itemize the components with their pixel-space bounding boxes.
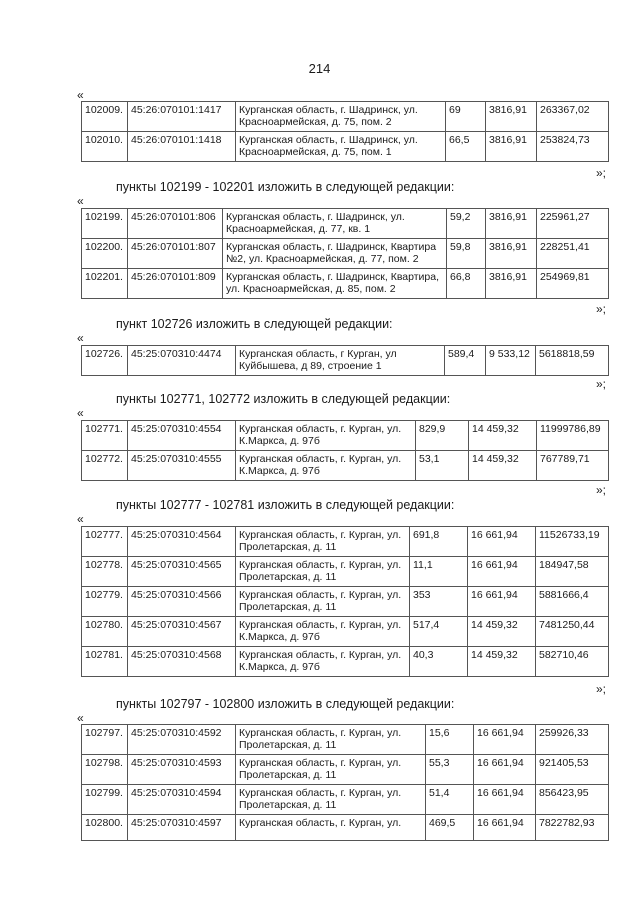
item-number: 102009. xyxy=(82,102,128,132)
rate: 16 661,94 xyxy=(468,557,536,587)
objects-table xyxy=(81,345,609,376)
objects-table xyxy=(81,101,609,162)
cadastral-value: 228251,41 xyxy=(537,239,609,269)
cadastral-value: 11999786,89 xyxy=(537,421,609,451)
section-heading: пункты 102777 - 102781 изложить в следующей редакции: xyxy=(116,498,455,512)
closing-quote: »; xyxy=(596,166,607,180)
rate: 14 459,32 xyxy=(469,421,537,451)
cadastral-value: 7481250,44 xyxy=(536,617,609,647)
rate: 3816,91 xyxy=(486,132,537,162)
item-number: 102778. xyxy=(82,557,128,587)
area: 829,9 xyxy=(416,421,469,451)
address: Курганская область, г. Шадринск, ул. Красноармейская, д. 75, пом. 1 xyxy=(236,132,446,162)
address: Курганская область, г. Шадринск, Квартира №2, ул. Красноармейская, д. 77, пом. 2 xyxy=(223,239,447,269)
table-row xyxy=(82,725,609,755)
rate: 16 661,94 xyxy=(468,527,536,557)
item-number: 102010. xyxy=(82,132,128,162)
address: Курганская область, г. Курган, ул. Пролетарская, д. 11 xyxy=(236,527,410,557)
area: 691,8 xyxy=(410,527,468,557)
item-number: 102797. xyxy=(82,725,128,755)
cadastral-value: 5618818,59 xyxy=(536,346,609,376)
rate: 3816,91 xyxy=(486,239,537,269)
address: Курганская область, г. Курган, ул. xyxy=(236,815,426,841)
address: Курганская область, г. Курган, ул. К.Маркса, д. 97б xyxy=(236,451,416,481)
section-heading: пункт 102726 изложить в следующей редакции: xyxy=(116,317,393,331)
table-row xyxy=(82,239,609,269)
address: Курганская область, г. Шадринск, ул. Красноармейская, д. 75, пом. 2 xyxy=(236,102,446,132)
cadastral-value: 225961,27 xyxy=(537,209,609,239)
table-row xyxy=(82,815,609,841)
section-heading: пункты 102199 - 102201 изложить в следующей редакции: xyxy=(116,180,455,194)
item-number: 102726. xyxy=(82,346,128,376)
closing-quote: »; xyxy=(596,483,607,497)
table-row xyxy=(82,647,609,677)
rate: 3816,91 xyxy=(486,269,537,299)
cadastral-value: 259926,33 xyxy=(536,725,609,755)
cadastral-number: 45:26:070101:809 xyxy=(128,269,223,299)
area: 517,4 xyxy=(410,617,468,647)
cadastral-number: 45:25:070310:4592 xyxy=(128,725,236,755)
opening-quote: « xyxy=(77,88,84,102)
table-row xyxy=(82,755,609,785)
table-row xyxy=(82,102,609,132)
closing-quote: »; xyxy=(596,302,607,316)
item-number: 102771. xyxy=(82,421,128,451)
item-number: 102200. xyxy=(82,239,128,269)
item-number: 102777. xyxy=(82,527,128,557)
opening-quote: « xyxy=(77,711,84,725)
area: 59,2 xyxy=(447,209,486,239)
address: Курганская область, г. Курган, ул. К.Маркса, д. 97б xyxy=(236,421,416,451)
item-number: 102772. xyxy=(82,451,128,481)
cadastral-number: 45:25:070310:4568 xyxy=(128,647,236,677)
item-number: 102800. xyxy=(82,815,128,841)
area: 66,5 xyxy=(446,132,486,162)
rate: 9 533,12 xyxy=(486,346,536,376)
area: 59,8 xyxy=(447,239,486,269)
cadastral-number: 45:26:070101:1418 xyxy=(128,132,236,162)
cadastral-number: 45:26:070101:807 xyxy=(128,239,223,269)
item-number: 102798. xyxy=(82,755,128,785)
cadastral-number: 45:25:070310:4594 xyxy=(128,785,236,815)
address: Курганская область, г Курган, ул Куйбышева, д 89, строение 1 xyxy=(236,346,445,376)
closing-quote: »; xyxy=(596,377,607,391)
cadastral-value: 582710,46 xyxy=(536,647,609,677)
address: Курганская область, г. Курган, ул. Пролетарская, д. 11 xyxy=(236,755,426,785)
rate: 16 661,94 xyxy=(468,587,536,617)
rate: 16 661,94 xyxy=(474,815,536,841)
table-row xyxy=(82,527,609,557)
rate: 16 661,94 xyxy=(474,725,536,755)
cadastral-number: 45:25:070310:4554 xyxy=(128,421,236,451)
objects-table xyxy=(81,420,609,481)
section-heading: пункты 102797 - 102800 изложить в следующей редакции: xyxy=(116,697,455,711)
table-row xyxy=(82,587,609,617)
item-number: 102779. xyxy=(82,587,128,617)
table-row xyxy=(82,557,609,587)
item-number: 102199. xyxy=(82,209,128,239)
address: Курганская область, г. Курган, ул. Пролетарская, д. 11 xyxy=(236,785,426,815)
rate: 14 459,32 xyxy=(469,451,537,481)
cadastral-value: 921405,53 xyxy=(536,755,609,785)
address: Курганская область, г. Курган, ул. К.Маркса, д. 97б xyxy=(236,647,410,677)
table-row xyxy=(82,617,609,647)
area: 51,4 xyxy=(426,785,474,815)
rate: 14 459,32 xyxy=(468,647,536,677)
area: 69 xyxy=(446,102,486,132)
cadastral-value: 856423,95 xyxy=(536,785,609,815)
table-row xyxy=(82,346,609,376)
item-number: 102781. xyxy=(82,647,128,677)
area: 66,8 xyxy=(447,269,486,299)
rate: 16 661,94 xyxy=(474,785,536,815)
objects-table xyxy=(81,724,609,841)
opening-quote: « xyxy=(77,194,84,208)
item-number: 102780. xyxy=(82,617,128,647)
cadastral-value: 184947,58 xyxy=(536,557,609,587)
area: 353 xyxy=(410,587,468,617)
address: Курганская область, г. Курган, ул. Пролетарская, д. 11 xyxy=(236,587,410,617)
opening-quote: « xyxy=(77,406,84,420)
cadastral-number: 45:26:070101:806 xyxy=(128,209,223,239)
opening-quote: « xyxy=(77,331,84,345)
item-number: 102201. xyxy=(82,269,128,299)
objects-table xyxy=(81,526,609,677)
address: Курганская область, г. Курган, ул. Пролетарская, д. 11 xyxy=(236,557,410,587)
area: 11,1 xyxy=(410,557,468,587)
cadastral-number: 45:25:070310:4566 xyxy=(128,587,236,617)
area: 40,3 xyxy=(410,647,468,677)
cadastral-value: 263367,02 xyxy=(537,102,609,132)
cadastral-value: 253824,73 xyxy=(537,132,609,162)
cadastral-number: 45:25:070310:4593 xyxy=(128,755,236,785)
cadastral-value: 7822782,93 xyxy=(536,815,609,841)
cadastral-number: 45:25:070310:4565 xyxy=(128,557,236,587)
section-heading: пункты 102771, 102772 изложить в следующей редакции: xyxy=(116,392,451,406)
address: Курганская область, г. Шадринск, Квартира, ул. Красноармейская, д. 85, пом. 2 xyxy=(223,269,447,299)
table-row xyxy=(82,421,609,451)
area: 53,1 xyxy=(416,451,469,481)
table-row xyxy=(82,451,609,481)
cadastral-value: 5881666,4 xyxy=(536,587,609,617)
cadastral-number: 45:26:070101:1417 xyxy=(128,102,236,132)
rate: 14 459,32 xyxy=(468,617,536,647)
rate: 16 661,94 xyxy=(474,755,536,785)
cadastral-value: 11526733,19 xyxy=(536,527,609,557)
rate: 3816,91 xyxy=(486,209,537,239)
cadastral-number: 45:25:070310:4474 xyxy=(128,346,236,376)
area: 15,6 xyxy=(426,725,474,755)
address: Курганская область, г. Курган, ул. Пролетарская, д. 11 xyxy=(236,725,426,755)
opening-quote: « xyxy=(77,512,84,526)
closing-quote: »; xyxy=(596,682,607,696)
cadastral-number: 45:25:070310:4564 xyxy=(128,527,236,557)
objects-table xyxy=(81,208,609,299)
address: Курганская область, г. Шадринск, ул. Красноармейская, д. 77, кв. 1 xyxy=(223,209,447,239)
area: 55,3 xyxy=(426,755,474,785)
item-number: 102799. xyxy=(82,785,128,815)
cadastral-value: 254969,81 xyxy=(537,269,609,299)
cadastral-number: 45:25:070310:4555 xyxy=(128,451,236,481)
address: Курганская область, г. Курган, ул. К.Маркса, д. 97б xyxy=(236,617,410,647)
cadastral-number: 45:25:070310:4567 xyxy=(128,617,236,647)
rate: 3816,91 xyxy=(486,102,537,132)
cadastral-value: 767789,71 xyxy=(537,451,609,481)
table-row xyxy=(82,785,609,815)
table-row xyxy=(82,132,609,162)
page-number: 214 xyxy=(308,61,331,76)
area: 589,4 xyxy=(445,346,486,376)
table-row xyxy=(82,269,609,299)
table-row xyxy=(82,209,609,239)
cadastral-number: 45:25:070310:4597 xyxy=(128,815,236,841)
area: 469,5 xyxy=(426,815,474,841)
